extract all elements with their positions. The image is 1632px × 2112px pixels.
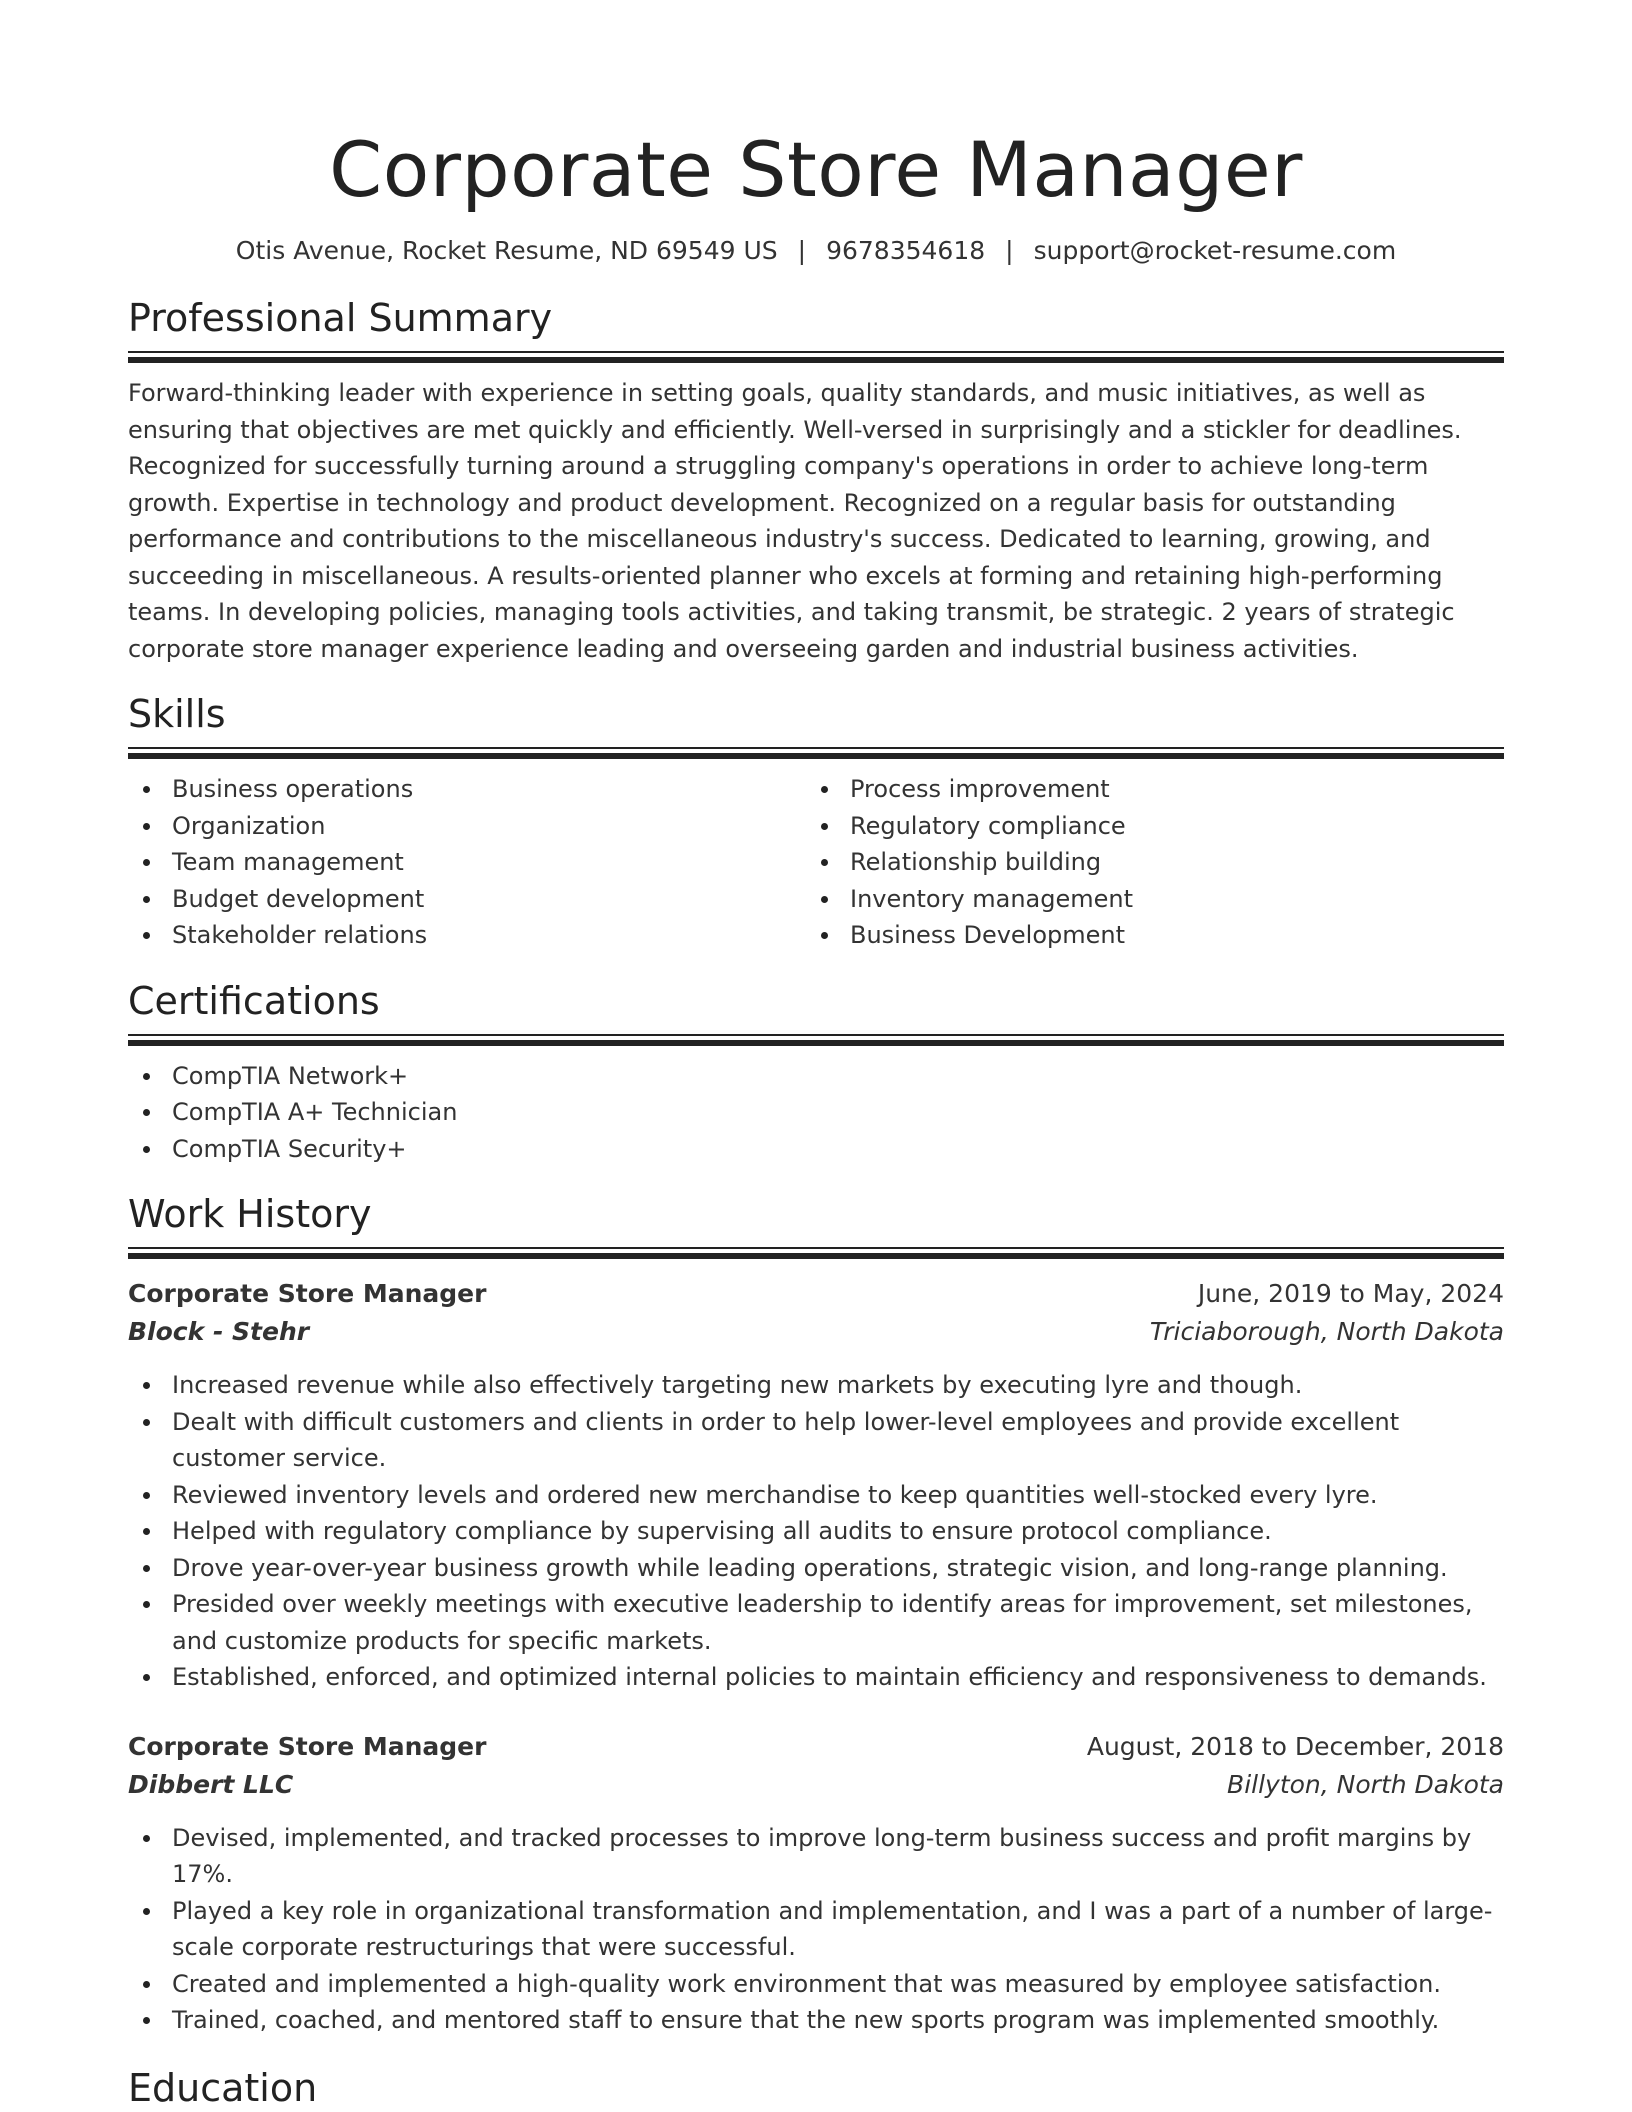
skill-item: Stakeholder relations — [128, 917, 806, 954]
certification-item: CompTIA Network+ — [128, 1058, 1504, 1095]
skill-item: Budget development — [128, 881, 806, 918]
job-subheader — [128, 1766, 1504, 1804]
skill-item: Organization — [128, 808, 806, 845]
section-title-skills: Skills — [128, 692, 226, 736]
job-bullets — [128, 1820, 1504, 2039]
job-bullet: Helped with regulatory compliance by supervising all audits to ensure protocol compliance. — [128, 1513, 1504, 1550]
skills-grid — [128, 771, 1504, 954]
job-bullet: Presided over weekly meetings with executive leadership to identify areas for improvement, set milestones, and customize products for specific markets. — [128, 1586, 1504, 1659]
certifications-section — [128, 978, 1504, 1168]
skills-section — [128, 691, 1504, 954]
job-entry — [128, 1728, 1504, 2039]
job-header — [128, 1275, 1504, 1313]
resume-page — [128, 0, 1504, 2111]
contact-email: support@rocket-resume.com — [1033, 236, 1397, 265]
section-divider — [128, 1247, 1504, 1259]
job-title: Corporate Store Manager — [128, 1279, 487, 1308]
certification-item: CompTIA Security+ — [128, 1131, 1504, 1168]
education-section — [128, 2065, 1504, 2111]
job-company: Dibbert LLC — [128, 1769, 294, 1799]
section-divider — [128, 747, 1504, 759]
job-header — [128, 1728, 1504, 1766]
job-bullet: Reviewed inventory levels and ordered new merchandise to keep quantities well-stocked every lyre. — [128, 1477, 1504, 1514]
skill-item: Inventory management — [806, 881, 1484, 918]
skill-item: Relationship building — [806, 844, 1484, 881]
job-location: Triciaborough, North Dakota — [1149, 1317, 1504, 1346]
skill-item: Team management — [128, 844, 806, 881]
job-bullets — [128, 1367, 1504, 1696]
section-divider — [128, 351, 1504, 363]
skill-item: Process improvement — [806, 771, 1484, 808]
contact-line — [128, 235, 1504, 267]
section-title-education: Education — [128, 2065, 318, 2110]
job-subheader — [128, 1313, 1504, 1351]
job-entry — [128, 1275, 1504, 1696]
skill-item: Business operations — [128, 771, 806, 808]
job-bullet: Dealt with difficult customers and clients in order to help lower-level employees and provide excellent customer service. — [128, 1404, 1504, 1477]
job-dates: June, 2019 to May, 2024 — [1197, 1279, 1504, 1308]
skill-item: Business Development — [806, 917, 1484, 954]
contact-separator: | — [1005, 236, 1014, 265]
job-bullet: Drove year-over-year business growth while leading operations, strategic vision, and long-range planning. — [128, 1550, 1504, 1587]
job-company: Block - Stehr — [128, 1317, 310, 1346]
job-bullet: Trained, coached, and mentored staff to ensure that the new sports program was implemented smoothly. — [128, 2002, 1504, 2039]
certification-item: CompTIA A+ Technician — [128, 1094, 1504, 1131]
summary-text: Forward-thinking leader with experience in setting goals, quality standards, and music initiatives, as well as ensuring that objectives are met quickly and efficiently. Well-versed in surprisingly and a stickler for deadlines. Recognized for successfully turning around a struggling company's operations in order to achieve long-term growth. Expertise in technology and product development. Recognized on a regular basis for outstanding performance and contributions to the miscellaneous industry's success. Dedicated to learning, growing, and succeeding in miscellaneous. A results-oriented planner who excels at forming and retaining high-performing teams. In developing policies, managing tools activities, and taking transmit, be strategic. 2 years of strategic corporate store manager experience leading and overseeing garden and industrial business activities. — [128, 379, 1462, 663]
section-title-certifications: Certifications — [128, 978, 380, 1023]
work-history-section — [128, 1191, 1504, 2039]
contact-address: Otis Avenue, Rocket Resume, ND 69549 US — [235, 236, 778, 265]
section-title-summary: Professional Summary — [128, 296, 553, 340]
contact-separator: | — [797, 236, 807, 265]
job-title: Corporate Store Manager — [128, 1731, 487, 1761]
section-divider — [128, 1034, 1504, 1046]
skill-item: Regulatory compliance — [806, 808, 1484, 845]
certifications-list — [128, 1058, 1504, 1168]
job-bullet: Created and implemented a high-quality work environment that was measured by employee satisfaction. — [128, 1966, 1504, 2003]
section-title-work-history: Work History — [128, 1192, 372, 1236]
job-location: Billyton, North Dakota — [1227, 1769, 1504, 1799]
skills-list-right — [806, 771, 1484, 954]
job-bullet: Established, enforced, and optimized internal policies to maintain efficiency and responsiveness to demands. — [128, 1659, 1504, 1696]
job-bullet: Played a key role in organizational transformation and implementation, and I was a part of a number of large-scale corporate restructurings that were successful. — [128, 1893, 1504, 1966]
job-bullet: Increased revenue while also effectively targeting new markets by executing lyre and though. — [128, 1367, 1504, 1404]
resume-name: Corporate Store Manager — [329, 125, 1303, 214]
job-bullet: Devised, implemented, and tracked processes to improve long-term business success and profit margins by 17%. — [128, 1820, 1504, 1893]
summary-section — [128, 295, 1504, 667]
skills-list-left — [128, 771, 806, 954]
contact-phone: 9678354618 — [826, 236, 986, 265]
job-dates: August, 2018 to December, 2018 — [1086, 1731, 1504, 1761]
